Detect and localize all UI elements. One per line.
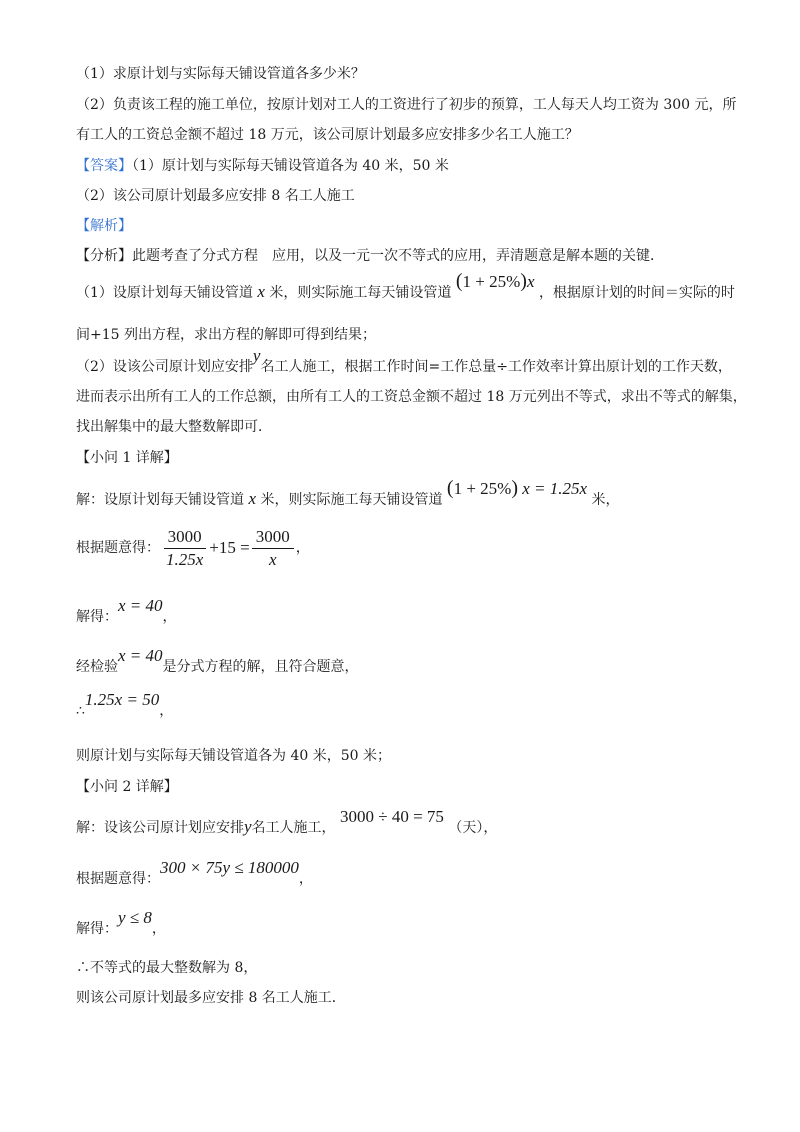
answer-line-2: （2）该公司原计划最多应安排 8 名工人施工	[76, 188, 355, 204]
fraction-left: $\frac{3000}{1.25x}$	[162, 527, 207, 570]
analysis-p2-line-2: 进而表示出所有工人的工作总额，由所有工人的工资总金额不超过 18 万元列出不等式，求出不等式的解集，	[76, 389, 747, 405]
question-2-line-2: 有工人的工资总金额不超过 18 万元，该公司原计划最多应安排多少名工人施工？	[76, 127, 579, 143]
analysis-tag: 【解析】	[76, 218, 132, 234]
math-rate-equation: (1 + 25%) x = 1.25x	[446, 477, 588, 499]
question-1: （1）求原计划与实际每天铺设管道各多少米？	[76, 66, 365, 82]
analysis-p1-line-1: （1）设原计划每天铺设管道 x 米，则实际施工每天铺设管道 (1 + 25%)x ，根据原计划的时间＝实际的时	[76, 270, 735, 301]
fraction-right: $\frac{3000}{x}$	[252, 527, 294, 570]
analysis-p2-line-3: 找出解集中的最大整数解即可．	[76, 419, 272, 435]
math-var-y: y	[252, 346, 261, 365]
part2-equation: 根据题意得：300 × 75y ≤ 180000，	[76, 858, 313, 887]
question-2-line-1: （2）负责该工程的施工单位，按原计划对工人的工资进行了初步的预算，工人每天人均工资为 300 元，所	[76, 97, 737, 113]
answer-tag: 【答案】	[76, 158, 132, 174]
part2-max-integer: ∴不等式的最大整数解为 8，	[76, 960, 258, 976]
analysis-p1-line-2: 间+15 列出方程，求出方程的解即可得到结果；	[76, 327, 376, 343]
analysis-intro: 【分析】此题考查了分式方程 应用，以及一元一次不等式的应用，弄清题意是解本题的关键．	[76, 248, 664, 264]
part1-check: 经检验x = 40是分式方程的解，且符合题意，	[76, 646, 359, 675]
part1-setup: 解：设原计划每天铺设管道 x 米，则实际施工每天铺设管道 (1 + 25%) x = 1.25x 米，	[76, 477, 620, 508]
part1-result: ∴1.25x = 50，	[76, 690, 174, 719]
part1-conclusion: 则原计划与实际每天铺设管道各为 40 米，50 米；	[76, 748, 391, 764]
analysis-p2-line-1: （2）设该公司原计划应安排y名工人施工，根据工作时间=工作总量÷工作效率计算出原计划的工作天数，	[76, 346, 732, 375]
part2-solve: 解得：y ≤ 8，	[76, 908, 166, 937]
math-var-x: x	[257, 282, 265, 301]
part2-conclusion: 则该公司原计划最多应安排 8 名工人施工．	[76, 990, 346, 1006]
answer-1: （1）原计划与实际每天铺设管道各为 40 米，50 米	[132, 158, 449, 174]
therefore-symbol: ∴	[76, 703, 85, 719]
part1-equation: 根据题意得： $\frac{3000}{1.25x}$ +15 = $\frac{3000}{x}$ ，	[76, 526, 310, 569]
part2-setup: 解：设该公司原计划应安排y名工人施工， 3000 ÷ 40 = 75 （天），	[76, 807, 498, 836]
part2-header: 【小问 2 详解】	[76, 779, 178, 795]
part1-header: 【小问 1 详解】	[76, 450, 178, 466]
part1-solve: 解得：x = 40，	[76, 596, 177, 625]
math-rate-expr: (1 + 25%)x	[455, 270, 535, 292]
answer-line-1	[76, 156, 740, 176]
